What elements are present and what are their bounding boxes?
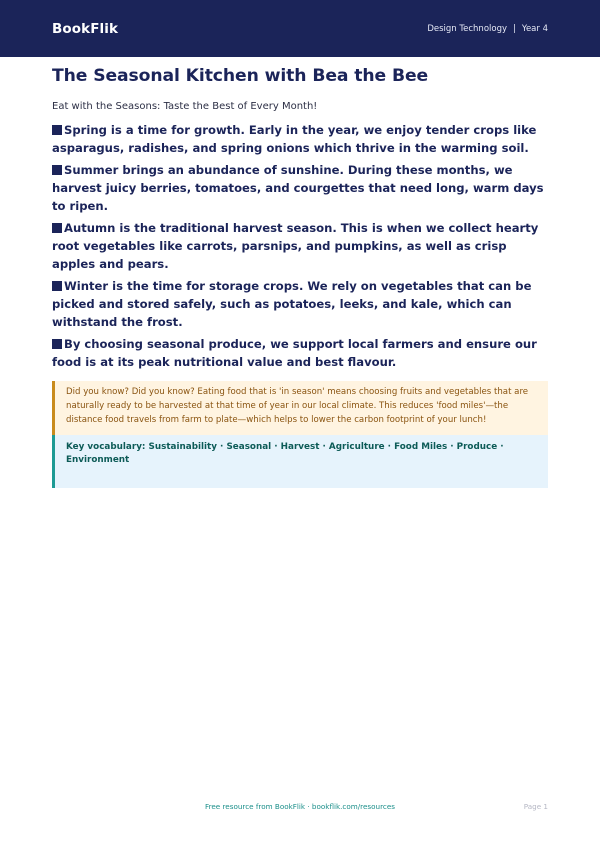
point-text: Summer brings an abundance of sunshine. During these months, we harvest juicy berries, tomatoes, and courgettes that need long, warm days to ripen.	[52, 163, 544, 213]
callout-text: Did you know? Did you know? Eating food that is 'in season' means choosing fruits and vegetables that are naturally ready to be harvested at that time of year in our local climate. This reduces 'food miles'—the distance food travels from farm to plate—which helps to lower the carbon footprint of your lunch!	[66, 387, 529, 426]
breadcrumb-separator: |	[513, 23, 516, 34]
key-vocabulary-box	[52, 435, 548, 489]
list-item	[52, 121, 548, 157]
did-you-know-callout	[52, 381, 548, 435]
point-text: Winter is the time for storage crops. We rely on vegetables that can be picked and stored safely, such as potatoes, leeks, and kale, which can withstand the frost.	[52, 279, 532, 329]
top-header-bar	[0, 0, 600, 57]
list-item	[52, 277, 548, 331]
page-footer	[52, 802, 548, 814]
brand-logo-text[interactable]: BookFlik	[52, 20, 119, 37]
square-bullet-icon	[52, 281, 62, 291]
season-points-list	[52, 121, 548, 371]
list-item	[52, 219, 548, 273]
list-item	[52, 161, 548, 215]
breadcrumb	[427, 24, 548, 34]
point-text: By choosing seasonal produce, we support local farmers and ensure our food is at its peak nutritional value and best flavour.	[52, 337, 537, 369]
page-number: Page 1	[523, 802, 548, 811]
square-bullet-icon	[52, 165, 62, 175]
page-subtitle: Eat with the Seasons: Taste the Best of Every Month!	[52, 101, 318, 112]
square-bullet-icon	[52, 339, 62, 349]
list-item	[52, 335, 548, 371]
footer-resource-link[interactable]: Free resource from BookFlik · bookflik.com/resources	[204, 802, 396, 811]
square-bullet-icon	[52, 223, 62, 233]
square-bullet-icon	[52, 125, 62, 135]
point-text: Spring is a time for growth. Early in the year, we enjoy tender crops like asparagus, radishes, and spring onions which thrive in the warming soil.	[52, 123, 537, 155]
vocabulary-text: Key vocabulary: Sustainability · Seasonal · Harvest · Agriculture · Food Miles · Produce · Environment	[66, 441, 504, 466]
document-body	[52, 66, 548, 488]
page-title: The Seasonal Kitchen with Bea the Bee	[52, 66, 429, 86]
breadcrumb-subject: Design Technology	[427, 23, 508, 34]
breadcrumb-year: Year 4	[521, 23, 548, 34]
point-text: Autumn is the traditional harvest season. This is when we collect hearty root vegetables like carrots, parsnips, and pumpkins, as well as crisp apples and pears.	[52, 221, 539, 271]
